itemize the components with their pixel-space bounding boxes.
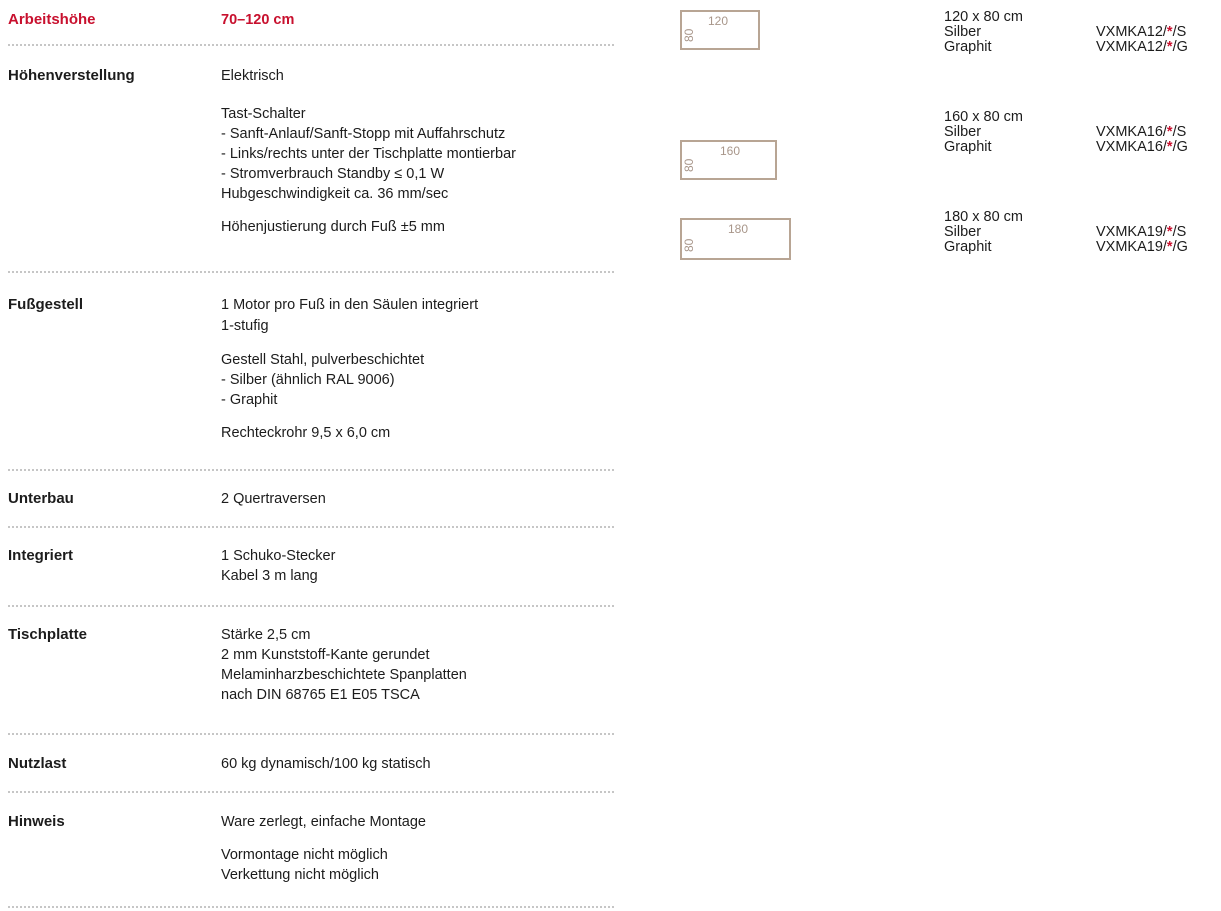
spec-text: - Stromverbrauch Standby ≤ 0,1 W bbox=[221, 166, 445, 182]
divider bbox=[8, 906, 614, 908]
spec-value-arbeitshoehe: 70–120 cm bbox=[221, 12, 295, 28]
spec-text: 2 Quertraversen bbox=[221, 491, 326, 507]
color-name: Silber bbox=[944, 224, 982, 240]
spec-label-nutzlast: Nutzlast bbox=[8, 755, 67, 772]
color-name: Graphit bbox=[944, 239, 992, 255]
spec-text: Vormontage nicht möglich bbox=[221, 847, 388, 863]
article-number: VXMKA12/*/G bbox=[1096, 39, 1188, 55]
spec-text: Höhenjustierung durch Fuß ±5 mm bbox=[221, 219, 445, 235]
variant-size: 120 x 80 cm bbox=[944, 9, 1023, 25]
variant-size: 160 x 80 cm bbox=[944, 109, 1023, 125]
spec-text: 1 Schuko-Stecker bbox=[221, 548, 336, 564]
depth-dimension: 80 bbox=[682, 238, 696, 252]
spec-text: 1 Motor pro Fuß in den Säulen integriert bbox=[221, 297, 479, 313]
spec-label-hinweis: Hinweis bbox=[8, 813, 65, 830]
spec-text: - Sanft-Anlauf/Sanft-Stopp mit Auffahrschutz bbox=[221, 126, 506, 142]
spec-text: Elektrisch bbox=[221, 68, 284, 84]
spec-label-integriert: Integriert bbox=[8, 547, 74, 564]
spec-text: nach DIN 68765 E1 E05 TSCA bbox=[221, 687, 420, 703]
spec-text: - Links/rechts unter der Tischplatte montierbar bbox=[221, 146, 516, 162]
variant-size: 180 x 80 cm bbox=[944, 209, 1023, 225]
spec-text: Gestell Stahl, pulverbeschichtet bbox=[221, 352, 425, 368]
spec-row-tischplatte bbox=[8, 607, 614, 733]
color-name: Silber bbox=[944, 24, 982, 40]
spec-text: 2 mm Kunststoff-Kante gerundet bbox=[221, 647, 430, 663]
tabletop-diagram bbox=[680, 140, 777, 180]
spec-label-unterbau: Unterbau bbox=[8, 490, 74, 507]
spec-row-hoehenverstellung bbox=[8, 46, 614, 271]
spec-row-unterbau bbox=[8, 471, 614, 526]
spec-text: Melaminharzbeschichtete Spanplatten bbox=[221, 667, 467, 683]
article-number: VXMKA19/*/G bbox=[1096, 239, 1188, 255]
spec-table bbox=[8, 0, 614, 908]
spec-text: 1-stufig bbox=[221, 318, 269, 334]
spec-label-arbeitshoehe: Arbeitshöhe bbox=[8, 11, 96, 28]
spec-text: Hubgeschwindigkeit ca. 36 mm/sec bbox=[221, 186, 449, 202]
spec-text: Verkettung nicht möglich bbox=[221, 867, 379, 883]
width-dimension: 180 bbox=[728, 222, 749, 236]
tabletop-diagram bbox=[680, 218, 791, 260]
article-number: VXMKA16/*/G bbox=[1096, 139, 1188, 155]
spec-row-arbeitshoehe bbox=[8, 0, 614, 44]
spec-label-fussgestell: Fußgestell bbox=[8, 296, 84, 313]
spec-text: Ware zerlegt, einfache Montage bbox=[221, 814, 426, 830]
spec-row-fussgestell bbox=[8, 273, 614, 469]
spec-row-integriert bbox=[8, 528, 614, 605]
spec-text: - Graphit bbox=[221, 392, 278, 408]
spec-row-nutzlast bbox=[8, 735, 614, 791]
article-number: VXMKA19/*/S bbox=[1096, 224, 1187, 240]
depth-dimension: 80 bbox=[682, 28, 696, 42]
spec-label-hoehenverstellung: Höhenverstellung bbox=[8, 67, 135, 84]
spec-label-tischplatte: Tischplatte bbox=[8, 626, 87, 643]
article-number: VXMKA12/*/S bbox=[1096, 24, 1187, 40]
spec-row-hinweis bbox=[8, 793, 614, 906]
spec-text: Tast-Schalter bbox=[221, 106, 306, 122]
color-name: Graphit bbox=[944, 39, 992, 55]
spec-text: Rechteckrohr 9,5 x 6,0 cm bbox=[221, 425, 391, 441]
color-name: Silber bbox=[944, 124, 982, 140]
spec-text: Stärke 2,5 cm bbox=[221, 627, 311, 643]
color-name: Graphit bbox=[944, 139, 992, 155]
spec-text: 60 kg dynamisch/100 kg statisch bbox=[221, 756, 431, 772]
spec-text: - Silber (ähnlich RAL 9006) bbox=[221, 372, 395, 388]
article-number: VXMKA16/*/S bbox=[1096, 124, 1187, 140]
depth-dimension: 80 bbox=[682, 158, 696, 172]
width-dimension: 120 bbox=[708, 14, 729, 28]
width-dimension: 160 bbox=[720, 144, 741, 158]
spec-text: Kabel 3 m lang bbox=[221, 568, 318, 584]
tabletop-diagram bbox=[680, 10, 760, 50]
